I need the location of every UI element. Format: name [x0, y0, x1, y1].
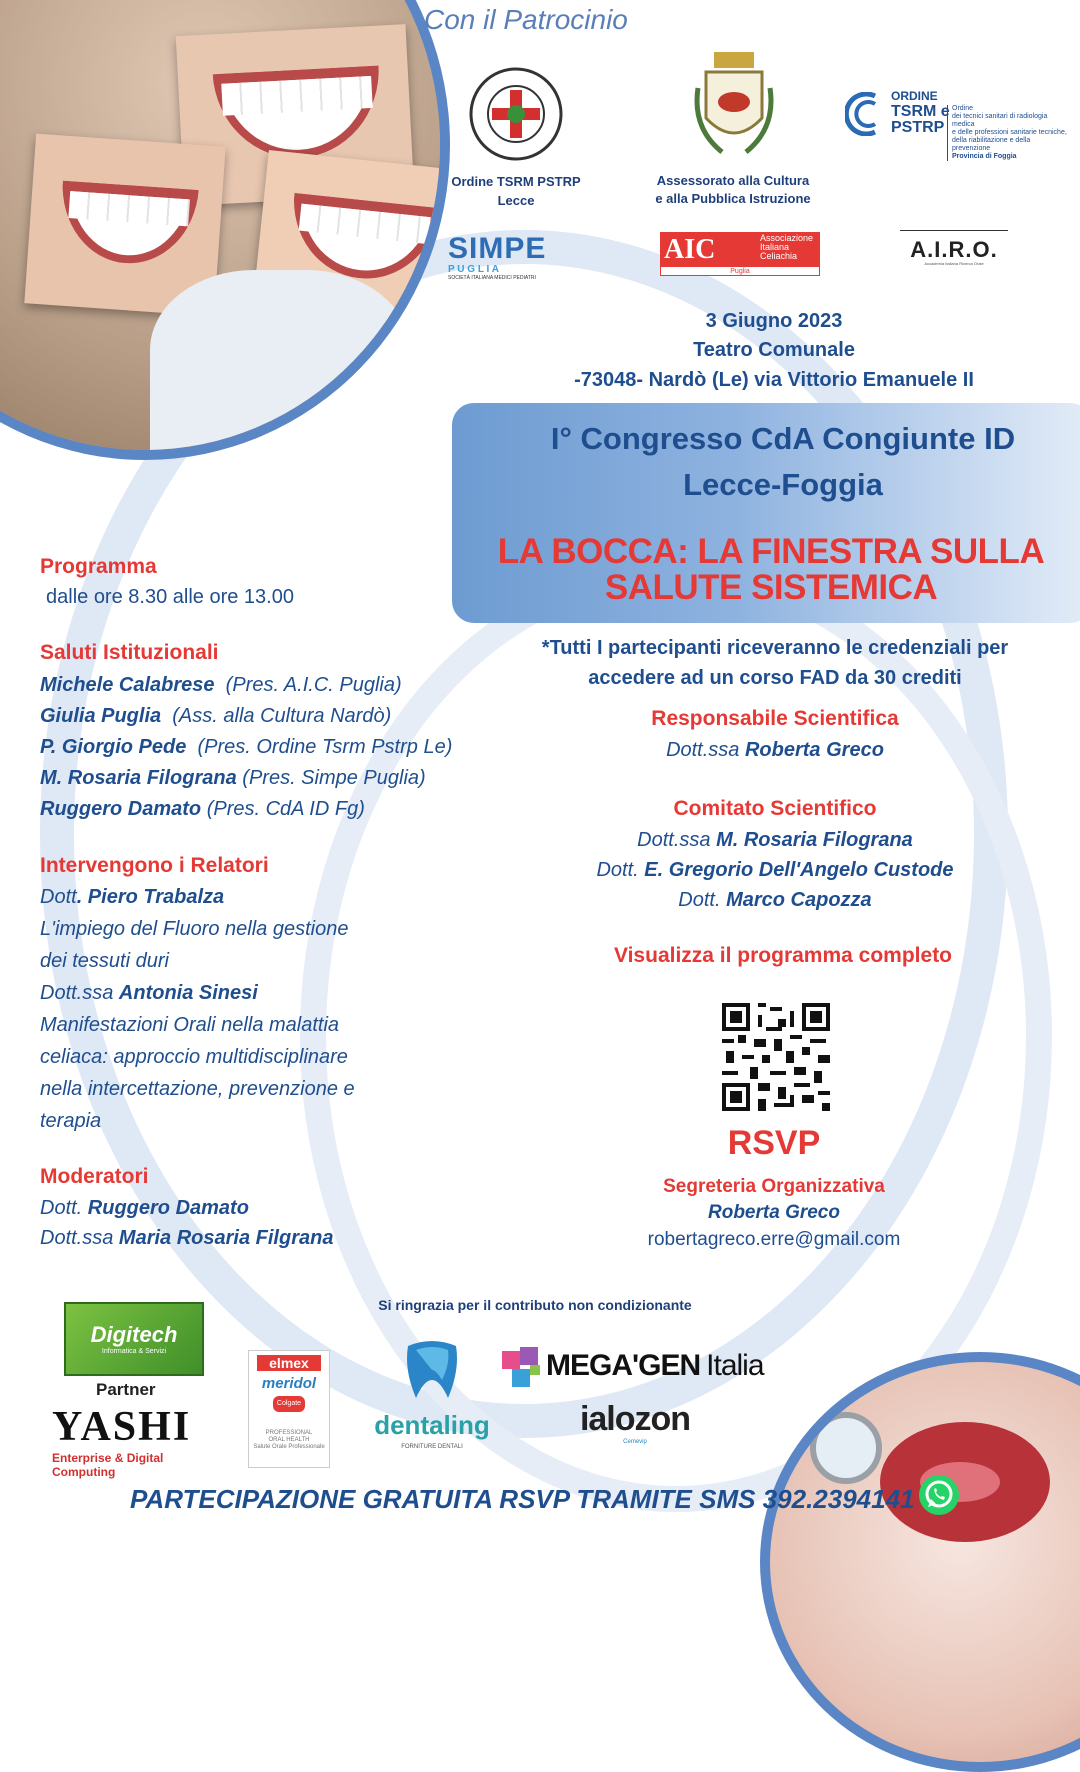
tsrm-foggia-arc-icon	[845, 92, 889, 136]
greeting-row: Giulia Puglia (Ass. alla Cultura Nardò)	[40, 705, 392, 727]
moderators-heading: Moderatori	[40, 1165, 149, 1188]
event-address: -73048- Nardò (Le) via Vittorio Emanuele II	[574, 369, 974, 391]
megagen-logo: MEGA'GEN Italia	[502, 1347, 782, 1395]
yashi-logo: YASHI Enterprise & Digital Computing	[52, 1404, 192, 1479]
full-program-link[interactable]: Visualizza il programma completo	[613, 944, 953, 967]
moderator-row: Dott. Ruggero Damato	[40, 1197, 249, 1219]
secretary-name: Roberta Greco	[708, 1202, 840, 1223]
partner-label: Partner	[96, 1380, 156, 1399]
speakers-list: Dott. Piero Trabalza L'impiego del Fluoro nella gestione dei tessuti duri Dott.ssa Antonia Sinesi Manifestazioni Orali nella malattia celiaca: approccio multidisciplinare nella intercettazione, prevenzione e terapia	[40, 881, 355, 1137]
fad-note: *Tutti I partecipanti riceveranno le credenziali per accedere ad un corso FAD da 30 crediti	[541, 637, 1009, 689]
airo-logo: A.I.R.O. Accademia Italiana Ricerca Orale	[900, 230, 1008, 266]
dentaling-logo: dentaling FORNITURE DENTALI	[372, 1340, 492, 1460]
greeting-row: P. Giorgio Pede (Pres. Ordine Tsrm Pstrp Le)	[40, 736, 453, 758]
tsrm-lecce-caption: Ordine TSRM PSTRP Lecce	[451, 174, 581, 208]
greetings-list	[40, 670, 452, 825]
sponsors-thanks: Si ringrazia per il contributo non condizionante	[378, 1297, 692, 1313]
footer-cta: PARTECIPAZIONE GRATUITA RSVP TRAMITE SMS 392.2394141	[130, 1484, 915, 1514]
greeting-row: Ruggero Damato (Pres. CdA ID Fg)	[40, 798, 365, 820]
secretary-email[interactable]: robertagreco.erre@gmail.com	[647, 1229, 901, 1250]
nardo-crest-logo	[692, 48, 776, 164]
moderator-row: Dott.ssa Maria Rosaria Filgrana	[40, 1227, 334, 1249]
whatsapp-icon[interactable]	[918, 1474, 960, 1516]
digitech-logo: Digitech Informatica & Servizi	[64, 1302, 204, 1376]
committee-row: Dott.ssa M. Rosaria Filograna	[637, 829, 913, 851]
qr-code[interactable]	[722, 1003, 830, 1111]
aic-logo: AIC Associazione Italiana Celiachia Puglia	[660, 232, 820, 276]
secretary-heading: Segreteria Organizzativa	[663, 1176, 885, 1197]
smiles-photo	[0, 0, 450, 460]
event-date: 3 Giugno 2023	[705, 310, 843, 332]
elmex-meridol-colgate-logo: elmex meridol Colgate PROFESSIONAL ORAL HEALTH Salute Orale Professionale	[248, 1350, 330, 1468]
committee-list	[540, 825, 1010, 915]
event-venue: Teatro Comunale	[693, 339, 855, 361]
committee-row: Dott. E. Gregorio Dell'Angelo Custode	[596, 859, 954, 881]
qr-code-icon	[722, 1003, 830, 1111]
resp-heading: Responsabile Scientifica	[651, 707, 899, 730]
whatsapp-glyph-icon	[918, 1474, 960, 1516]
greeting-row: Michele Calabrese (Pres. A.I.C. Puglia)	[40, 674, 402, 696]
program-heading: Programma	[40, 555, 157, 578]
greeting-row: M. Rosaria Filograna (Pres. Simpe Puglia)	[40, 767, 426, 789]
speakers-heading: Intervengono i Relatori	[40, 854, 269, 877]
moderators-list	[40, 1193, 333, 1253]
committee-heading: Comitato Scientifico	[673, 797, 877, 820]
committee-row: Dott. Marco Capozza	[678, 889, 872, 911]
tsrm-foggia-logo: ORDINE TSRM e PSTRP Ordine dei tecnici sanitari di radiologia medica e delle professioni sanitarie tecniche, della riabilitazione e della prevenzione Provincia di Foggia	[845, 88, 1067, 158]
crest-icon	[692, 48, 776, 164]
speaker-2: Dott.ssa Antonia Sinesi	[40, 982, 258, 1004]
event-main-title: LA BOCCA: LA FINESTRA SULLA SALUTE SISTEMICA	[497, 532, 1045, 607]
speaker-1: Dott. Piero Trabalza	[40, 886, 225, 908]
simpe-logo: SIMPE P U G L I A SOCIETÀ ITALIANA MEDICI PEDIATRI	[448, 232, 547, 281]
assessorato-caption: Assessorato alla Cultura e alla Pubblica Istruzione	[655, 173, 811, 206]
patronage-heading: Con il Patrocinio	[424, 4, 628, 35]
tooth-icon	[402, 1340, 462, 1402]
ialozon-logo: ialozon Cemevip	[579, 1400, 691, 1445]
rsvp-label: RSVP	[727, 1124, 821, 1162]
tsrm-lecce-seal-icon	[468, 66, 564, 162]
greetings-heading: Saluti Istituzionali	[40, 641, 219, 664]
resp-name: Dott.ssa Roberta Greco	[666, 739, 884, 761]
tsrm-lecce-logo	[468, 66, 564, 162]
program-time: dalle ore 8.30 alle ore 13.00	[46, 586, 294, 608]
congress-title: I° Congresso CdA Congiunte ID Lecce-Foggia	[550, 421, 1016, 502]
